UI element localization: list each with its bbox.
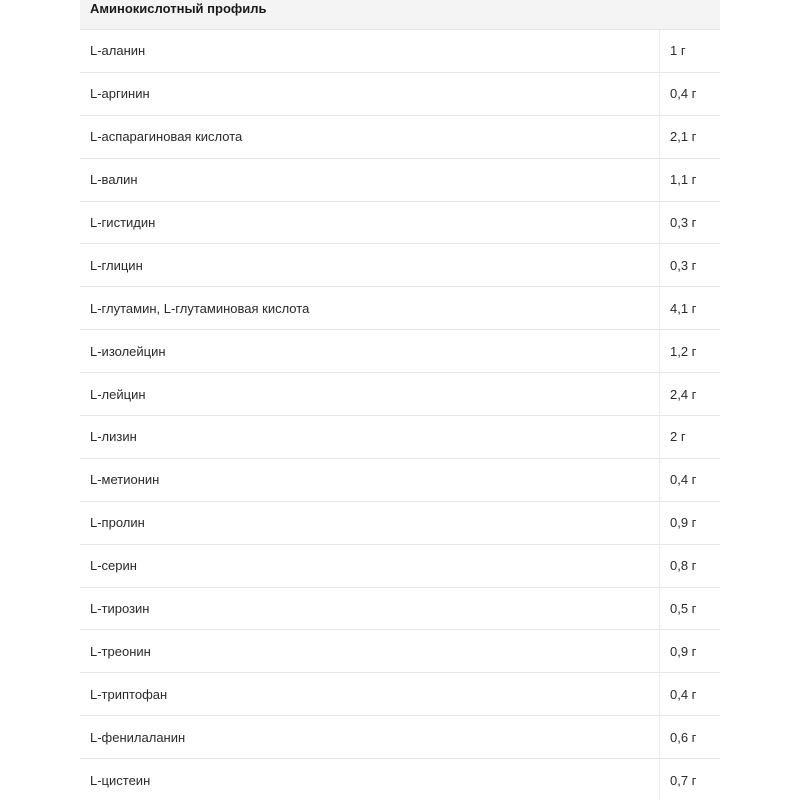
table-row [80, 588, 720, 631]
amino-acid-name: L-пролин [80, 502, 660, 544]
amino-acid-name: L-фенилаланин [80, 716, 660, 758]
amino-acid-amount: 0,4 г [670, 472, 697, 488]
amino-acid-amount: 0,5 г [670, 601, 697, 617]
table-row [80, 630, 720, 673]
table-row [80, 459, 720, 502]
amino-acid-amount: 1 г [670, 43, 686, 59]
amino-acid-amount: 0,8 г [670, 558, 697, 574]
table-row [80, 73, 720, 116]
amino-acid-name: L-аргинин [80, 73, 660, 115]
amino-acid-name: L-аспарагиновая кислота [80, 116, 660, 158]
amino-acid-amount: 1,1 г [670, 172, 697, 188]
amino-acid-name: L-аланин [80, 30, 660, 72]
amino-acid-amount: 0,3 г [670, 257, 697, 273]
table-header [80, 0, 720, 30]
amino-acid-name: L-метионин [80, 459, 660, 501]
table-row [80, 716, 720, 759]
amino-acid-name: L-треонин [80, 630, 660, 672]
amino-acid-amount: 0,9 г [670, 643, 697, 659]
amino-acid-amount: 2,1 г [670, 129, 697, 145]
amino-acid-name: L-гистидин [80, 202, 660, 244]
amino-acid-name: L-серин [80, 545, 660, 587]
table-row [80, 202, 720, 245]
table-row [80, 287, 720, 330]
amino-acid-amount: 4,1 г [670, 300, 697, 316]
amino-acid-amount: 2,4 г [670, 386, 697, 402]
amino-acid-name: L-триптофан [80, 673, 660, 715]
table-row [80, 373, 720, 416]
amino-acid-amount: 0,4 г [670, 686, 697, 702]
amino-acid-name: L-глутамин, L-глутаминовая кислота [80, 287, 660, 329]
amino-acid-name: L-тирозин [80, 588, 660, 630]
table-row [80, 545, 720, 588]
amino-acid-amount: 1,2 г [670, 343, 697, 359]
amino-acid-amount: 0,6 г [670, 729, 697, 745]
table-title: Аминокислотный профиль [90, 1, 267, 16]
table-row [80, 673, 720, 716]
amino-acid-table [80, 0, 720, 800]
table-row [80, 330, 720, 373]
table-row [80, 159, 720, 202]
table-row [80, 502, 720, 545]
amino-acid-amount: 0,3 г [670, 215, 697, 230]
amino-acid-name: L-валин [80, 159, 660, 201]
amino-acid-amount: 2 г [670, 429, 686, 445]
amino-acid-amount: 0,9 г [670, 515, 697, 531]
table-row [80, 416, 720, 459]
amino-acid-name: L-лейцин [80, 373, 660, 415]
amino-acid-amount: 0,7 г [670, 772, 697, 788]
amino-acid-name: L-лизин [80, 416, 660, 458]
amino-acid-name: L-цистеин [80, 759, 660, 800]
table-row [80, 759, 720, 800]
table-row [80, 244, 720, 287]
amino-acid-name: L-глицин [80, 244, 660, 286]
amino-acid-name: L-изолейцин [80, 330, 660, 372]
amino-acid-amount: 0,4 г [670, 86, 697, 102]
table-row [80, 30, 720, 73]
table-row [80, 116, 720, 159]
